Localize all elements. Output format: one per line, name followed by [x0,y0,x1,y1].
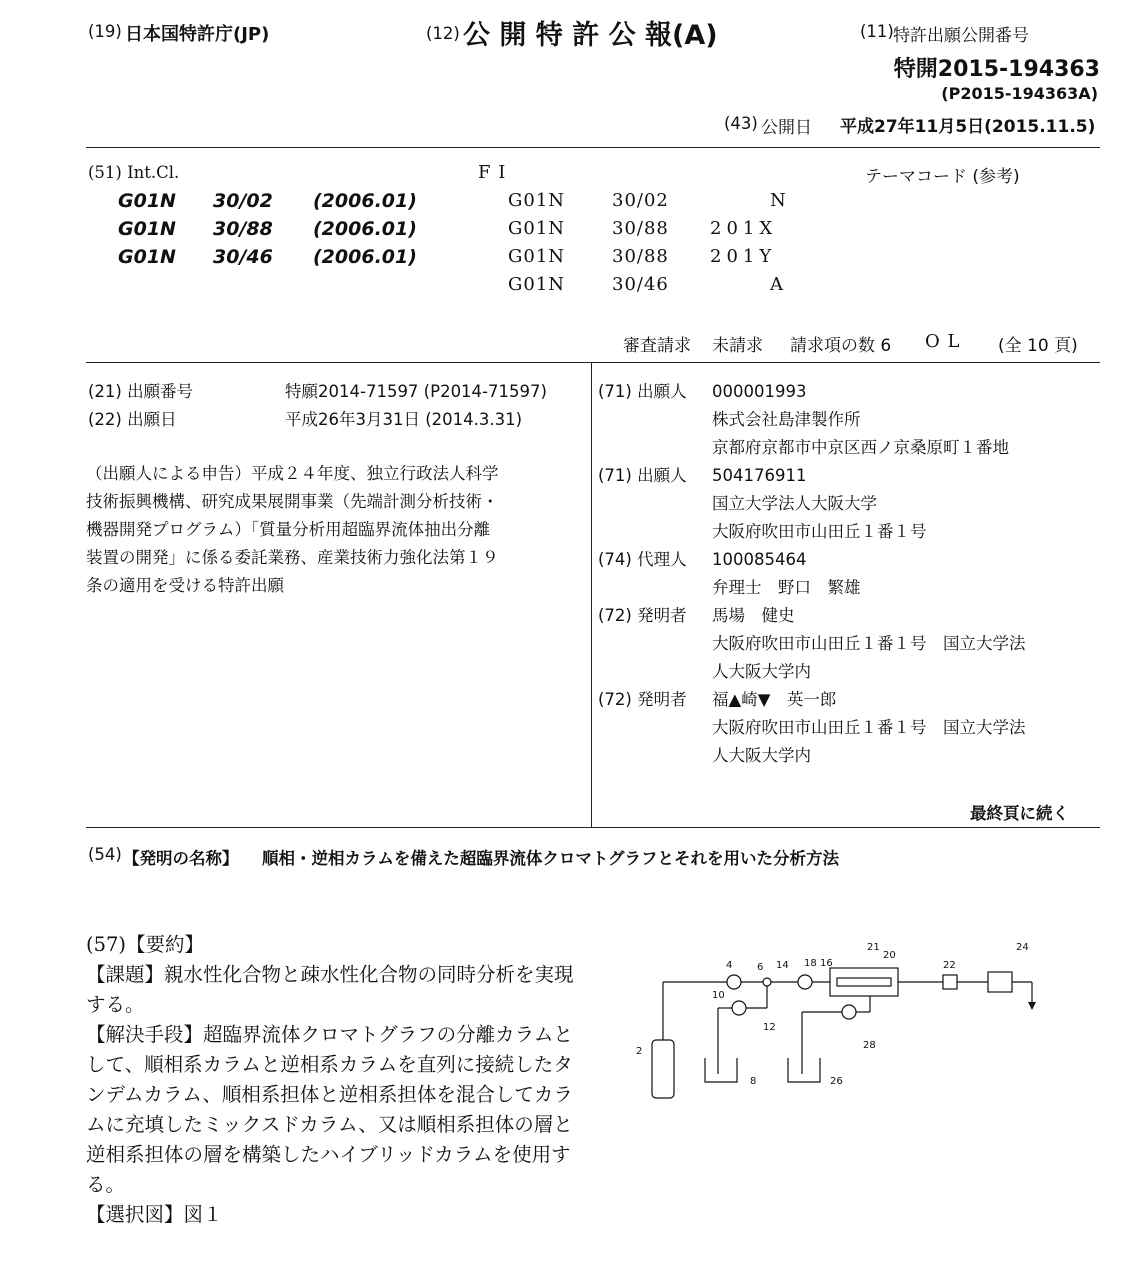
oven-shape [830,968,898,996]
intcl-date: (2006.01) [313,190,417,212]
pubdate-label: 公開日 [761,118,812,138]
declaration-line: 機器開発プログラム）「質量分析用超臨界流体抽出分離 [86,520,491,539]
abstract-line: 【解決手段】超臨界流体クロマトグラフの分離カラムと [86,1023,573,1046]
party-line: 弁理士 野口 繁雄 [712,578,861,597]
kind-number: (12) [426,24,460,43]
representative-figure [630,930,1090,1110]
party-line: 504176911 [712,466,807,485]
publication-date: 平成27年11月5日(2015.11.5) [840,117,1096,137]
application-date: 平成26年3月31日 (2014.3.31) [285,410,523,429]
figure-label: 28 [863,1040,876,1051]
figure-label: 14 [776,960,789,971]
party-line: 京都府京都市中京区西ノ京桑原町１番地 [712,438,1009,457]
fi-group: 30/88 [612,218,669,239]
applicant-2 [712,462,927,546]
fi-code: G01N [508,190,566,211]
intcl-code: G01N [118,218,176,240]
party-line: 大阪府吹田市山田丘１番１号 [712,522,927,541]
modifier-bottle-shape [705,1058,737,1082]
intcl-group: 30/46 [213,246,273,268]
publication-kind: 公 開 特 許 公 報(A) [463,20,718,51]
application-number: 特願2014-71597 (P2014-71597) [285,382,547,401]
claims-count: 請求項の数 6 [790,336,892,356]
makeup-pump-shape [842,1005,856,1019]
declaration-line: （出願人による申告）平成２４年度、独立行政法人科学 [86,464,499,483]
figure-label: 26 [830,1076,843,1087]
figure-label: 8 [750,1076,757,1087]
abstract-line: ムに充填したミックスドカラム、又は順相系担体の層と [86,1113,573,1136]
invention-title: 順相・逆相カラムを備えた超臨界流体クロマトグラフとそれを用いた分析方法 [262,849,840,868]
funding-declaration [86,460,499,600]
declaration-line: 条の適用を受ける特許出願 [86,576,284,595]
fi-suffix: 201X [710,218,778,239]
pubno-label-number: (11) [860,22,894,41]
figure-label: 6 [757,962,764,973]
fi-code: G01N [508,246,566,267]
fi-suffix: 201Y [710,246,777,267]
column-shape [837,978,891,986]
inventor-2 [712,686,1026,770]
abstract-line: 【選択図】図１ [86,1203,223,1226]
abstract-line: ンデムカラム、順相系担体と逆相系担体を混合してカラ [86,1083,573,1106]
office-number: (19) [88,22,122,41]
applicant-label: (71) 出願人 [598,466,687,485]
party-line: 株式会社島津製作所 [712,410,861,429]
agent-label: (74) 代理人 [598,550,687,569]
figure-label: 16 [820,958,833,969]
appdate-label: (22) 出願日 [88,410,177,429]
injector-shape [798,975,812,989]
title-number: (54) [88,845,122,864]
party-line: 000001993 [712,382,807,401]
abstract-line: 逆相系担体の層を構築したハイブリッドカラムを使用す [86,1143,571,1166]
abstract-number: (57)【要約】 [86,933,205,956]
divider-middle [86,362,1100,363]
party-line: 福▲崎▼ 英一郎 [712,690,837,709]
party-line: 100085464 [712,550,807,569]
abstract-body [86,960,574,1230]
intcl-date: (2006.01) [313,218,417,240]
pubdate-number: (43) [724,114,758,133]
declaration-line: 技術振興機構、研究成果展開事業（先端計測分析技術・ [86,492,499,511]
mixer-shape [763,978,771,986]
figure-label: 22 [943,960,956,971]
party-line: 馬場 健史 [712,606,795,625]
abstract-line: する。 [86,993,145,1016]
figure-label: 24 [1016,942,1029,953]
declaration-line: 装置の開発」に係る委託業務、産業技術力強化法第１９ [86,548,499,567]
party-line: 大阪府吹田市山田丘１番１号 国立大学法 [712,718,1026,737]
ol-mark: O L [925,331,961,352]
page-count: (全 10 頁) [998,336,1078,356]
office-name: 日本国特許庁(JP) [125,24,270,45]
back-pressure-regulator-shape [988,972,1012,992]
co2-cylinder-shape [652,1040,674,1098]
abstract-line: 【課題】親水性化合物と疎水性化合物の同時分析を実現 [86,963,574,986]
exam-value: 未請求 [712,336,763,356]
applicant-1 [712,378,1009,462]
divider-top [86,147,1100,148]
fi-suffix: A [770,274,784,295]
inventor-1 [712,602,1026,686]
detector-shape [943,975,957,989]
column-divider [591,362,592,827]
fi-group: 30/88 [612,246,669,267]
intcl-code: G01N [118,246,176,268]
modifier-pump-shape [732,1001,746,1015]
intcl-label: (51) Int.Cl. [88,163,180,182]
appno-label: (21) 出願番号 [88,382,194,401]
outlet-arrow-shape [1028,1002,1036,1010]
party-line: 人大阪大学内 [712,746,811,765]
figure-label: 12 [763,1022,776,1033]
inventor-label: (72) 発明者 [598,606,687,625]
figure-label: 4 [726,960,733,971]
figure-label: 10 [712,990,725,1001]
exam-label: 審査請求 [623,336,691,356]
fi-code: G01N [508,218,566,239]
party-line: 国立大学法人大阪大学 [712,494,877,513]
continued-note: 最終頁に続く [970,804,1069,823]
figure-label: 21 [867,942,880,953]
intcl-code: G01N [118,190,176,212]
fi-group: 30/02 [612,190,669,211]
intcl-group: 30/88 [213,218,273,240]
intcl-date: (2006.01) [313,246,417,268]
inventor-label: (72) 発明者 [598,690,687,709]
figure-label: 18 [804,958,817,969]
publication-number: 特開2015-194363 [893,57,1100,82]
abstract-line: る。 [86,1173,126,1196]
fi-suffix: N [770,190,787,211]
makeup-bottle-shape [788,1058,820,1082]
fi-group: 30/46 [612,274,669,295]
theme-code-label: テーマコード (参考) [865,167,1020,187]
pubno-label: 特許出願公開番号 [893,26,1029,46]
intcl-group: 30/02 [213,190,273,212]
figure-label: 2 [636,1046,643,1057]
publication-number-alt: (P2015-194363A) [941,84,1098,103]
pump-shape [727,975,741,989]
title-label: 【発明の名称】 [123,849,239,868]
fi-label: F I [478,162,507,183]
agent [712,546,861,602]
divider-bottom [86,827,1100,828]
fi-code: G01N [508,274,566,295]
abstract-line: して、順相系カラムと逆相系カラムを直列に接続したタ [86,1053,573,1076]
party-line: 大阪府吹田市山田丘１番１号 国立大学法 [712,634,1026,653]
applicant-label: (71) 出願人 [598,382,687,401]
figure-label: 20 [883,950,896,961]
party-line: 人大阪大学内 [712,662,811,681]
